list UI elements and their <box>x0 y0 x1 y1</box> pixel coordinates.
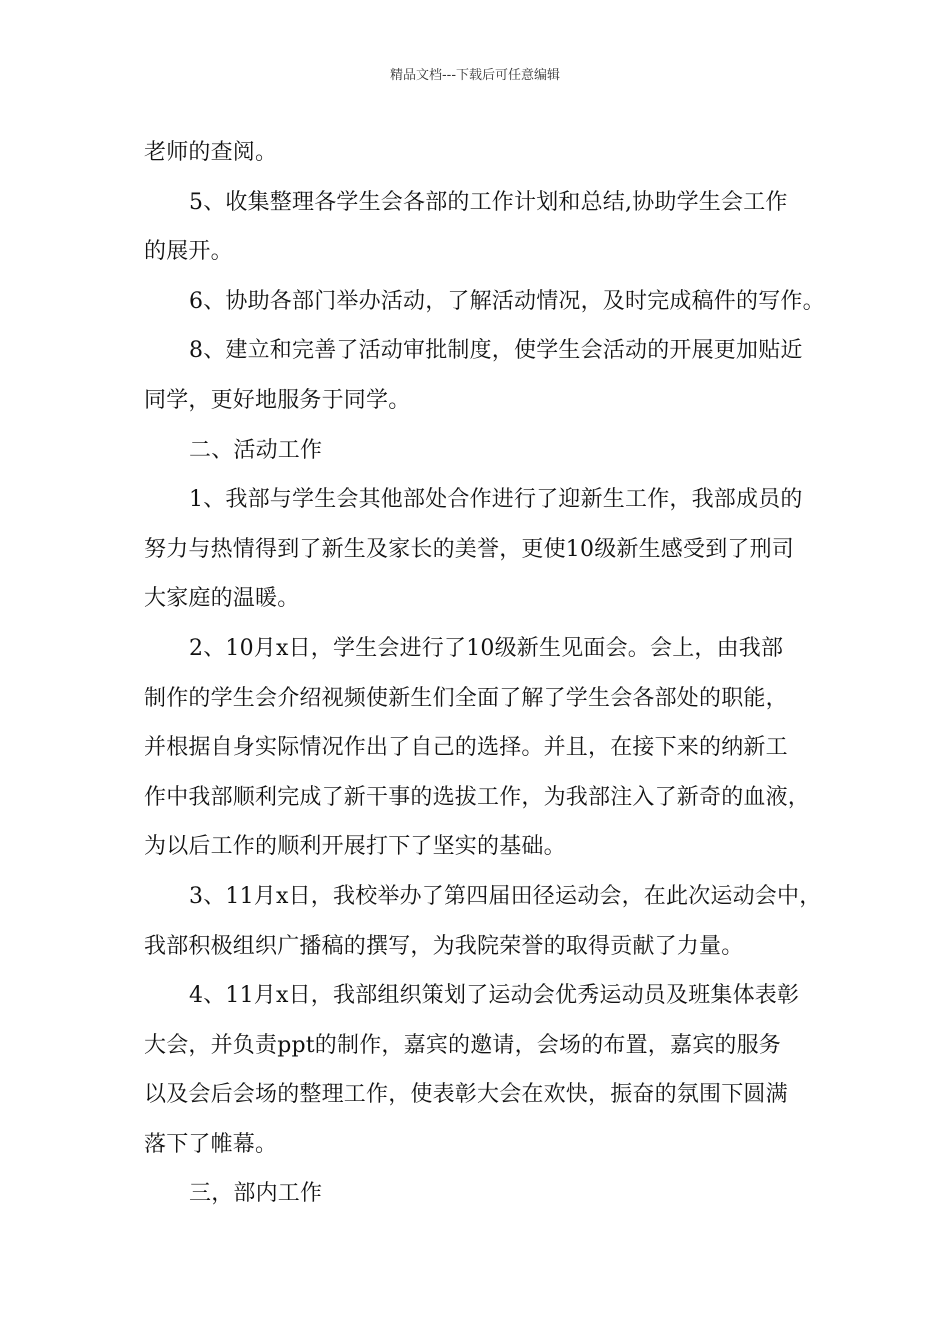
text-line: 2、10月x日，学生会进行了10级新生见面会。会上，由我部 <box>189 635 784 661</box>
text-line: 大家庭的温暖。 <box>144 586 300 612</box>
document-body <box>144 128 825 1219</box>
text-line: 6、协助各部门举办活动，了解活动情况，及时完成稿件的写作。 <box>189 288 825 314</box>
text-line: 1、我部与学生会其他部处合作进行了迎新生工作，我部成员的 <box>189 487 803 513</box>
text-line: 落下了帷幕。 <box>144 1131 278 1157</box>
text-line: 并根据自身实际情况作出了自己的选择。并且，在接下来的纳新工 <box>144 735 788 761</box>
section-heading: 二、活动工作 <box>189 437 323 463</box>
text-line: 努力与热情得到了新生及家长的美誉，更使10级新生感受到了刑司 <box>144 536 794 562</box>
text-line: 以及会后会场的整理工作，使表彰大会在欢快，振奋的氛围下圆满 <box>144 1082 788 1108</box>
text-line: 4、11月x日，我部组织策划了运动会优秀运动员及班集体表彰 <box>189 983 800 1009</box>
text-line: 同学，更好地服务于同学。 <box>144 387 411 413</box>
text-line: 8、建立和完善了活动审批制度，使学生会活动的开展更加贴近 <box>189 338 803 364</box>
section-heading: 三，部内工作 <box>189 1181 323 1207</box>
text-line: 3、11月x日，我校举办了第四届田径运动会，在此次运动会中， <box>189 883 822 909</box>
page-header: 精品文档---下载后可任意编辑 <box>389 68 561 83</box>
text-line: 作中我部顺利完成了新干事的选拔工作，为我部注入了新奇的血液， <box>144 784 811 810</box>
text-line: 制作的学生会介绍视频使新生们全面了解了学生会各部处的职能， <box>144 685 788 711</box>
text-line: 5、收集整理各学生会各部的工作计划和总结,协助学生会工作 <box>189 189 788 215</box>
text-line: 我部积极组织广播稿的撰写，为我院荣誉的取得贡献了力量。 <box>144 933 744 959</box>
text-line: 的展开。 <box>144 239 233 265</box>
text-line: 为以后工作的顺利开展打下了坚实的基础。 <box>144 834 566 860</box>
text-line: 老师的查阅。 <box>144 140 278 165</box>
text-line: 大会，并负责ppt的制作，嘉宾的邀请，会场的布置，嘉宾的服务 <box>144 1032 782 1058</box>
